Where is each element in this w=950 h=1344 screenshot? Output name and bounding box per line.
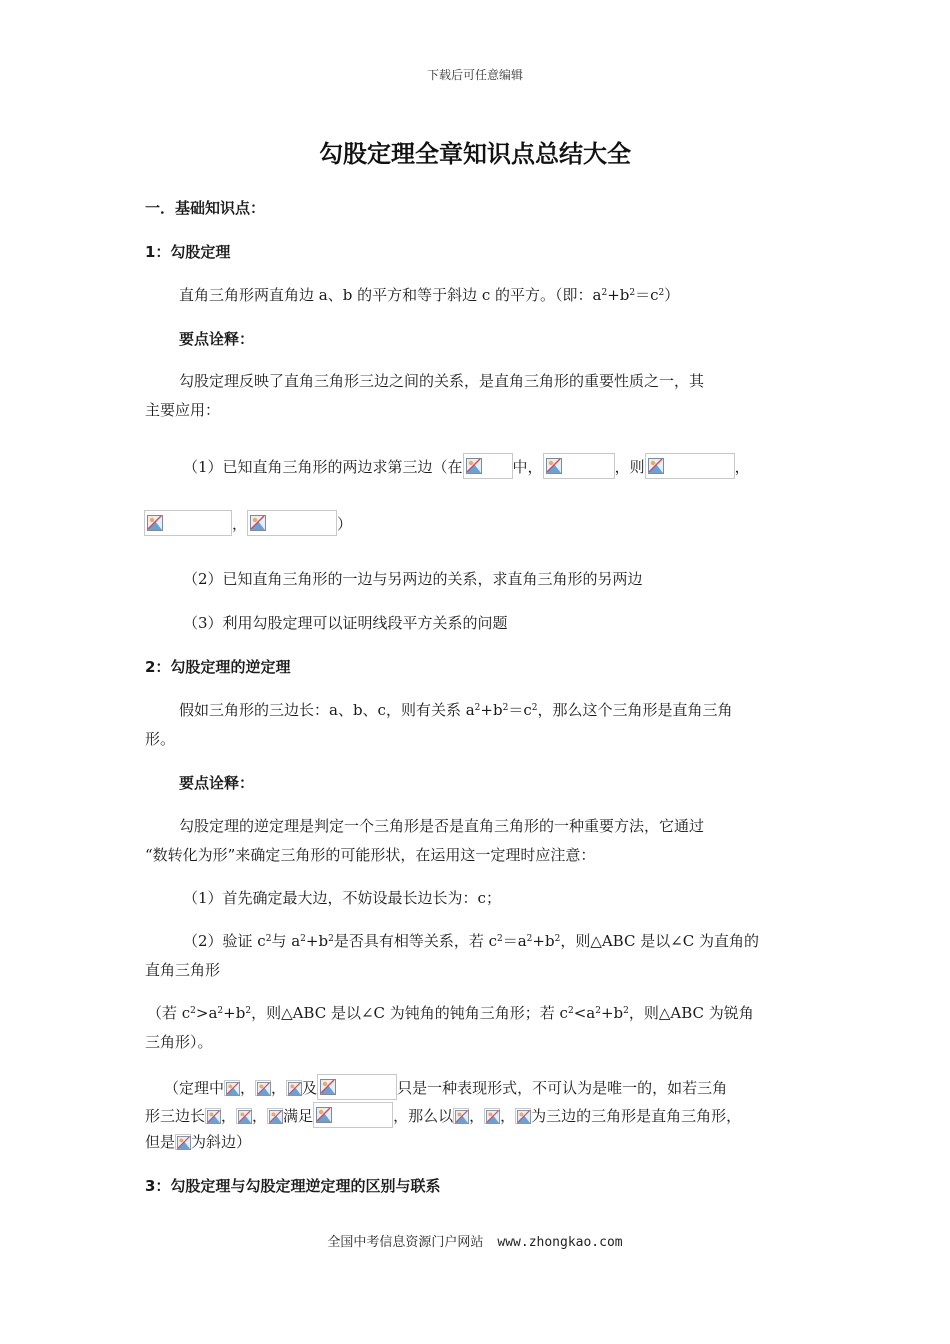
broken-image-icon: [224, 1080, 240, 1096]
broken-image-icon: [267, 1108, 283, 1124]
converse-remark-line2: 形三边长 ， ， 满足 ，那么以 ， ， 为三边的三角形是直角三角形，: [145, 1102, 741, 1128]
section-heading-basics: 一．基础知识点：: [145, 199, 266, 217]
broken-image-icon: [286, 1080, 302, 1096]
broken-image-icon: [543, 453, 615, 479]
converse-note-line2: “数转化为形”来确定三角形的可能形状，在运用这一定理时应注意：: [145, 846, 596, 864]
note-paragraph-line1: 勾股定理反映了直角三角形三边之间的关系，是直角三角形的重要性质之一，其: [179, 372, 705, 390]
key-points-title: 要点诠释：: [179, 330, 255, 348]
converse-point-2-line1: （2）验证 $c^2$与 $a^2+b^2$是否具有相等关系，若 $c^2=a^2+b^2$，则△ABC 是以∠C 为直角的: [183, 932, 760, 950]
application-1-line1: （1）已知直角三角形的两边求第三边（在 中， ，则 ，: [183, 453, 750, 479]
footer-url[interactable]: www.zhongkao.com: [497, 1235, 623, 1250]
converse-statement-line1: 假如三角形的三边长：a、b、c，则有关系 $a^2+b^2=c^2$，那么这个三角形是直角三角: [179, 701, 733, 719]
converse-remark-line1: （定理中 ， ， 及 只是一种表现形式，不可认为是唯一的，如若三角: [164, 1074, 727, 1100]
document-title: 勾股定理全章知识点总结大全: [319, 140, 631, 168]
page-footer: [0, 1231, 950, 1250]
broken-image-icon: [463, 453, 513, 479]
application-3: （3）利用勾股定理可以证明线段平方关系的问题: [183, 614, 508, 632]
broken-image-icon: [144, 510, 232, 536]
broken-image-icon: [175, 1134, 191, 1150]
heading-pythagorean-theorem: 1：勾股定理: [145, 243, 231, 261]
converse-statement-line2: 形。: [145, 730, 176, 748]
theorem-statement: 直角三角形两直角边 a、b 的平方和等于斜边 c 的平方。（即：$a^2+b^2=c^2$）: [179, 286, 680, 304]
broken-image-icon: [313, 1102, 393, 1128]
broken-image-icon: [247, 510, 337, 536]
application-1-line2: ， ）: [144, 510, 352, 536]
converse-point-1: （1）首先确定最大边，不妨设最长边长为：c；: [183, 889, 501, 907]
converse-remark-line3: 但是 为斜边）: [145, 1133, 252, 1151]
broken-image-icon: [205, 1108, 221, 1124]
broken-image-icon: [515, 1108, 531, 1124]
heading-converse-theorem: 2：勾股定理的逆定理: [145, 658, 291, 676]
footer-site-name: 全国中考信息资源门户网站: [327, 1235, 484, 1250]
key-points-title-2: 要点诠释：: [179, 774, 255, 792]
converse-point-3-line2: 三角形）。: [145, 1033, 213, 1051]
broken-image-icon: [236, 1108, 252, 1124]
broken-image-icon: [317, 1074, 397, 1100]
broken-image-icon: [645, 453, 735, 479]
note-paragraph-line2: 主要应用：: [145, 401, 221, 419]
converse-note-line1: 勾股定理的逆定理是判定一个三角形是否是直角三角形的一种重要方法，它通过: [179, 817, 705, 835]
broken-image-icon: [255, 1080, 271, 1096]
application-2: （2）已知直角三角形的一边与另两边的关系，求直角三角形的另两边: [183, 570, 643, 588]
converse-point-2-line2: 直角三角形: [145, 961, 221, 979]
heading-difference-and-relation: 3：勾股定理与勾股定理逆定理的区别与联系: [145, 1177, 441, 1195]
broken-image-icon: [484, 1108, 500, 1124]
broken-image-icon: [453, 1108, 469, 1124]
converse-point-3-line1: （若 $c^2>a^2+b^2$，则△ABC 是以∠C 为钝角的钝角三角形；若 $c^2<a^2+b^2$，则△ABC 为锐角: [147, 1004, 754, 1022]
page-header: 下载后可任意编辑: [426, 68, 523, 82]
